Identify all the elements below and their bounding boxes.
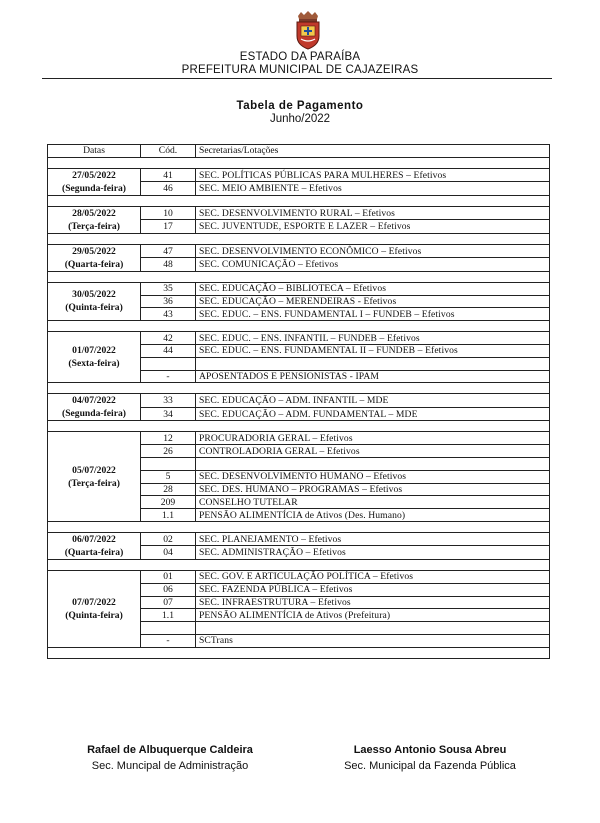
spacer-row <box>48 421 550 432</box>
spacer-row <box>48 647 550 658</box>
secretariat-cell: SEC. FAZENDA PÚBLICA – Efetivos <box>196 583 550 596</box>
table-subtitle: Junho/2022 <box>269 113 331 125</box>
code-cell: - <box>141 634 196 647</box>
spacer-cell <box>48 559 550 570</box>
city-hall-name: PREFEITURA MUNICIPAL DE CAJAZEIRAS <box>181 63 419 76</box>
code-cell: 26 <box>141 445 196 458</box>
date-cell <box>48 532 141 559</box>
signatory-role: Sec. Municipal da Fazenda Pública <box>344 760 516 772</box>
spacer-cell <box>48 383 550 394</box>
spacer-cell <box>48 421 550 432</box>
spacer-row <box>48 559 550 570</box>
weekday: (Sexta-feira) <box>68 358 120 370</box>
code-cell: - <box>141 370 196 383</box>
code-cell: 5 <box>141 470 196 483</box>
payment-date: 01/07/2022 <box>72 345 116 357</box>
date-cell <box>48 244 141 271</box>
header-date: Datas <box>48 145 141 158</box>
weekday: (Quarta-feira) <box>64 258 124 270</box>
weekday: (Terça-feira) <box>68 477 120 489</box>
spacer-row <box>48 271 550 282</box>
secretariat-cell: SEC. EDUC. – ENS. FUNDAMENTAL II – FUNDEB – Efetivos <box>196 344 550 357</box>
code-cell: 36 <box>141 295 196 308</box>
code-cell: 46 <box>141 182 196 196</box>
weekday: (Quinta-feira) <box>65 609 123 621</box>
state-name: ESTADO DA PARAÍBA <box>239 51 361 63</box>
secretariat-cell: PROCURADORIA GERAL – Efetivos <box>196 432 550 445</box>
signatory-role: Sec. Muncipal de Administração <box>91 760 249 772</box>
secretariat-cell: APOSENTADOS E PENSIONISTAS - IPAM <box>196 370 550 383</box>
secretariat-cell: SCTrans <box>196 634 550 647</box>
spacer-row <box>48 157 550 168</box>
weekday: (Quinta-feira) <box>65 302 123 314</box>
spacer-row <box>48 521 550 532</box>
table-title-block <box>0 100 600 126</box>
table-row <box>48 432 550 445</box>
secretariat-cell: SEC. EDUCAÇÃO – ADM. INFANTIL – MDE <box>196 394 550 408</box>
code-cell: 43 <box>141 308 196 321</box>
payment-date: 28/05/2022 <box>72 207 116 219</box>
payment-date: 05/07/2022 <box>72 464 116 476</box>
secretariat-cell: SEC. EDUCAÇÃO – MERENDEIRAS - Efetivos <box>196 295 550 308</box>
weekday: (Segunda-feira) <box>62 408 126 420</box>
code-cell: 28 <box>141 483 196 496</box>
header-code: Cód. <box>141 145 196 158</box>
secretariat-cell <box>196 457 550 470</box>
date-cell <box>48 282 141 320</box>
payment-date: 27/05/2022 <box>72 169 116 181</box>
spacer-cell <box>48 647 550 658</box>
spacer-cell <box>48 271 550 282</box>
table-row <box>48 394 550 408</box>
payment-date: 06/07/2022 <box>72 533 116 545</box>
code-cell <box>141 357 196 370</box>
secretariat-cell: SEC. EDUC. – ENS. INFANTIL – FUNDEB – Efetivos <box>196 332 550 345</box>
payment-date: 04/07/2022 <box>72 395 116 407</box>
payment-table <box>47 144 550 659</box>
code-cell: 44 <box>141 344 196 357</box>
secretariat-cell: SEC. DES. HUMANO – PROGRAMAS – Efetivos <box>196 483 550 496</box>
date-cell <box>48 394 141 421</box>
table-title: Tabela de Pagamento <box>236 100 364 112</box>
code-cell: 06 <box>141 583 196 596</box>
header-divider <box>42 78 552 79</box>
spacer-row <box>48 233 550 244</box>
code-cell: 07 <box>141 596 196 609</box>
secretariat-cell: PENSÃO ALIMENTÍCIA de Ativos (Des. Humano) <box>196 509 550 522</box>
code-cell: 48 <box>141 258 196 272</box>
spacer-cell <box>48 233 550 244</box>
code-cell: 1.1 <box>141 609 196 622</box>
table-row <box>48 244 550 258</box>
spacer-row <box>48 195 550 206</box>
secretariat-cell: PENSÃO ALIMENTÍCIA de Ativos (Prefeitura) <box>196 609 550 622</box>
date-cell <box>48 206 141 233</box>
code-cell <box>141 622 196 635</box>
weekday: (Terça-feira) <box>68 220 120 232</box>
code-cell <box>141 457 196 470</box>
weekday: (Quarta-feira) <box>64 546 124 558</box>
secretariat-cell: SEC. ADMINISTRAÇÃO – Efetivos <box>196 546 550 560</box>
code-cell: 35 <box>141 282 196 295</box>
code-cell: 41 <box>141 168 196 182</box>
payment-date: 07/07/2022 <box>72 596 116 608</box>
signature-administration <box>60 742 280 774</box>
secretariat-cell: SEC. EDUC. – ENS. FUNDAMENTAL I – FUNDEB – Efetivos <box>196 308 550 321</box>
code-cell: 209 <box>141 496 196 509</box>
spacer-cell <box>48 195 550 206</box>
table-row <box>48 532 550 546</box>
secretariat-cell: SEC. PLANEJAMENTO – Efetivos <box>196 532 550 546</box>
table-row <box>48 168 550 182</box>
signatory-name: Laesso Antonio Sousa Abreu <box>353 744 507 756</box>
date-cell <box>48 168 141 195</box>
code-cell: 33 <box>141 394 196 408</box>
table-row <box>48 206 550 220</box>
code-cell: 42 <box>141 332 196 345</box>
table-body <box>48 157 550 658</box>
spacer-cell <box>48 521 550 532</box>
secretariat-cell: SEC. COMUNICAÇÃO – Efetivos <box>196 258 550 272</box>
secretariat-cell: SEC. EDUCAÇÃO – ADM. FUNDAMENTAL – MDE <box>196 407 550 421</box>
secretariat-cell: CONSELHO TUTELAR <box>196 496 550 509</box>
code-cell: 01 <box>141 570 196 583</box>
code-cell: 47 <box>141 244 196 258</box>
table-row <box>48 332 550 345</box>
code-cell: 04 <box>141 546 196 560</box>
code-cell: 12 <box>141 432 196 445</box>
code-cell: 17 <box>141 220 196 234</box>
secretariat-cell: SEC. DESENVOLVIMENTO HUMANO – Efetivos <box>196 470 550 483</box>
signatory-name: Rafael de Albuquerque Caldeira <box>87 744 253 756</box>
secretariat-cell: SEC. GOV. E ARTICULAÇÃO POLÍTICA – Efetivos <box>196 570 550 583</box>
table-row <box>48 570 550 583</box>
header-secretariat: Secretarias/Lotações <box>196 145 550 158</box>
spacer-row <box>48 383 550 394</box>
date-cell <box>48 432 141 522</box>
payment-date: 29/05/2022 <box>72 245 116 257</box>
payment-date: 30/05/2022 <box>72 289 116 301</box>
secretariat-cell: SEC. DESENVOLVIMENTO ECONÔMICO – Efetivos <box>196 244 550 258</box>
secretariat-cell: SEC. DESENVOLVIMENTO RURAL – Efetivos <box>196 206 550 220</box>
secretariat-cell: SEC. INFRAESTRUTURA – Efetivos <box>196 596 550 609</box>
date-cell <box>48 570 141 647</box>
table-row <box>48 282 550 295</box>
date-cell <box>48 332 141 383</box>
code-cell: 10 <box>141 206 196 220</box>
document-header <box>0 51 600 76</box>
code-cell: 1.1 <box>141 509 196 522</box>
code-cell: 02 <box>141 532 196 546</box>
secretariat-cell: SEC. EDUCAÇÃO – BIBLIOTECA – Efetivos <box>196 282 550 295</box>
municipal-coat-of-arms-icon <box>292 10 324 50</box>
secretariat-cell <box>196 357 550 370</box>
signature-finance <box>320 742 540 774</box>
spacer-cell <box>48 157 550 168</box>
secretariat-cell: CONTROLADORIA GERAL – Efetivos <box>196 445 550 458</box>
secretariat-cell: SEC. MEIO AMBIENTE – Efetivos <box>196 182 550 196</box>
secretariat-cell: SEC. JUVENTUDE, ESPORTE E LAZER – Efetivos <box>196 220 550 234</box>
code-cell: 34 <box>141 407 196 421</box>
spacer-row <box>48 321 550 332</box>
secretariat-cell: SEC. POLÍTICAS PÚBLICAS PARA MULHERES – Efetivos <box>196 168 550 182</box>
secretariat-cell <box>196 622 550 635</box>
weekday: (Segunda-feira) <box>62 182 126 194</box>
spacer-cell <box>48 321 550 332</box>
table-header-row <box>48 145 550 158</box>
